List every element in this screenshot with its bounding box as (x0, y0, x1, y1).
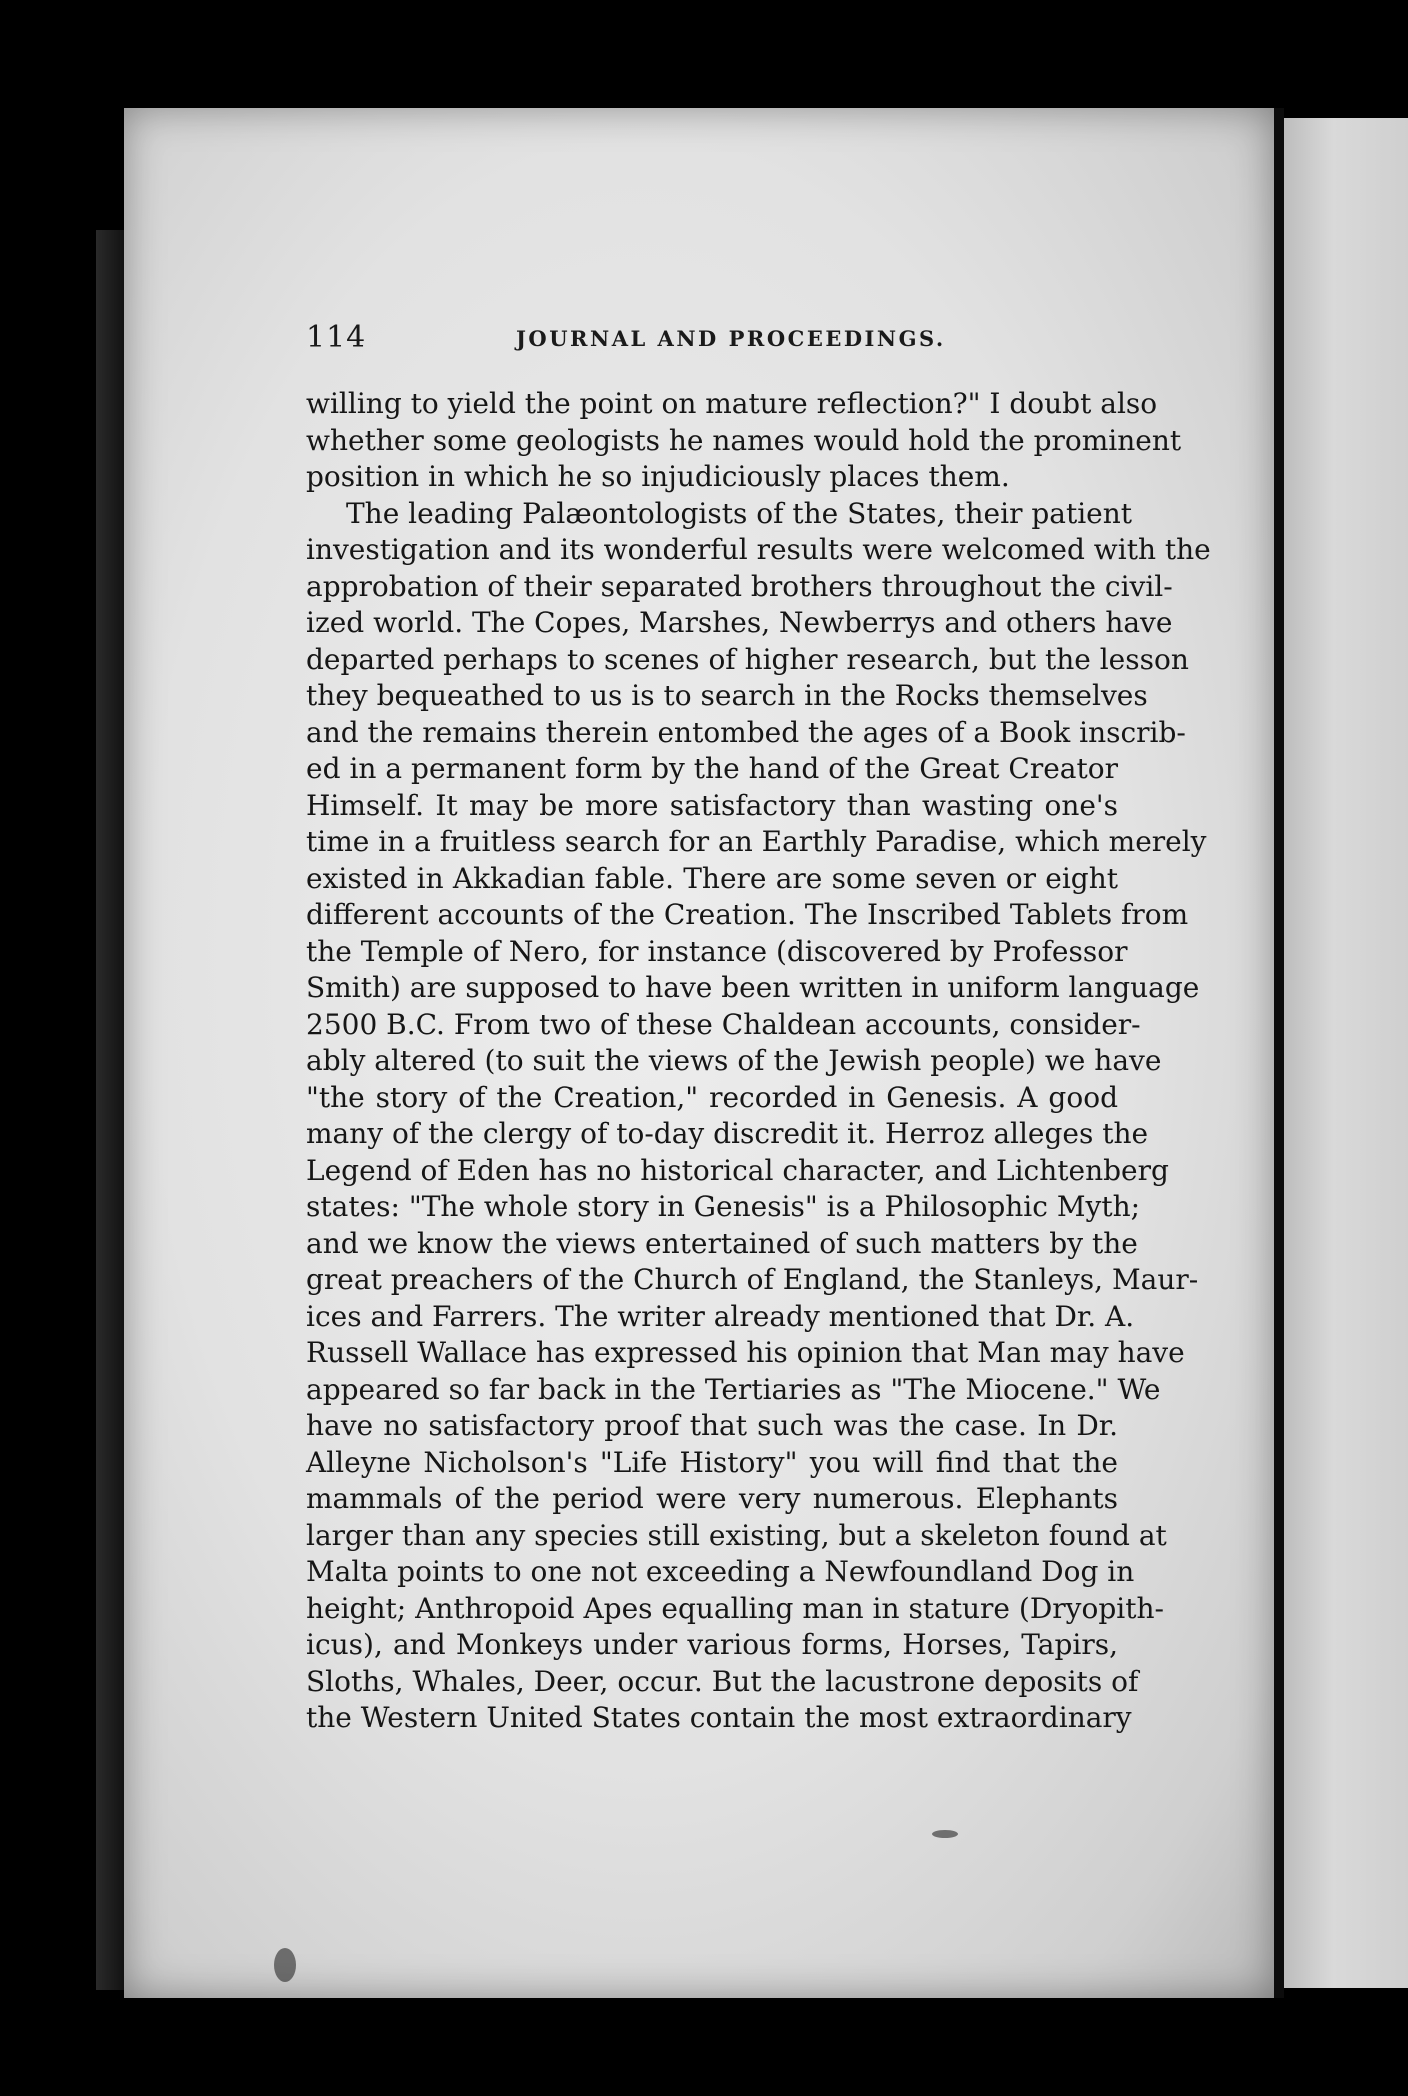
scan-left-edge (96, 230, 126, 1990)
running-head: JOURNAL AND PROCEEDINGS. (516, 326, 946, 351)
text-line: ably altered (to suit the views of the Jewish people) we have (306, 1044, 1162, 1077)
text-line: the Western United States contain the most extraordinary (306, 1701, 1132, 1734)
text-line: states: "The whole story in Genesis" is a Philosophic Myth; (306, 1190, 1141, 1223)
text-line: and we know the views entertained of such matters by the (306, 1226, 1138, 1260)
text-line: mammals of the period were very numerous. Elephants (306, 1482, 1118, 1515)
ink-mark (932, 1830, 958, 1838)
text-line: existed in Akkadian fable. There are some seven or eight (306, 861, 1118, 895)
text-line: Russell Wallace has expressed his opinion that Man may have (306, 1336, 1185, 1369)
text-line: height; Anthropoid Apes equalling man in stature (Dryopith- (306, 1591, 1164, 1625)
text-line: Alleyne Nicholson's "Life History" you will find that the (306, 1445, 1118, 1479)
text-line: larger than any species still existing, but a skeleton found at (306, 1518, 1167, 1552)
text-line: icus), and Monkeys under various forms, Horses, Tapirs, (306, 1628, 1118, 1661)
text-line: 2500 B.C. From two of these Chaldean accounts, consider- (306, 1007, 1141, 1041)
text-line: have no satisfactory proof that such was the case. In Dr. (306, 1409, 1118, 1442)
page-gutter (1274, 108, 1284, 1998)
text-line: Himself. It may be more satisfactory than wasting one's (306, 788, 1118, 822)
text-line: position in which he so injudiciously places them. (306, 460, 1010, 493)
ink-mark (274, 1948, 296, 1982)
text-line: many of the clergy of to-day discredit it. Herroz alleges the (306, 1117, 1149, 1150)
text-line: investigation and its wonderful results were welcomed with the (306, 533, 1211, 566)
text-line: Malta points to one not exceeding a Newfoundland Dog in (306, 1555, 1135, 1588)
text-line: departed perhaps to scenes of higher research, but the lesson (306, 642, 1189, 676)
text-line: ed in a permanent form by the hand of the Great Creator (306, 752, 1118, 785)
text-line: ices and Farrers. The writer already mentioned that Dr. A. (306, 1299, 1135, 1333)
text-line: and the remains therein entombed the ages of a Book inscrib- (306, 715, 1186, 749)
text-line: they bequeathed to us is to search in the Rocks themselves (306, 679, 1148, 712)
text-line: appeared so far back in the Tertiaries as "The Miocene." We (306, 1372, 1161, 1406)
text-line: willing to yield the point on mature reflection?" I doubt also (306, 387, 1158, 420)
text-line: approbation of their separated brothers throughout the civil- (306, 569, 1173, 603)
text-line: great preachers of the Church of England, the Stanleys, Maur- (306, 1263, 1199, 1296)
text-line: Sloths, Whales, Deer, occur. But the lacustrone deposits of (306, 1664, 1139, 1698)
text-line: time in a fruitless search for an Earthly Paradise, which merely (306, 825, 1207, 858)
text-line: whether some geologists he names would hold the prominent (306, 423, 1182, 457)
page-header (306, 320, 1136, 360)
body-text (306, 386, 1211, 1737)
text-line: Smith) are supposed to have been written in uniform language (306, 971, 1200, 1004)
text-line: different accounts of the Creation. The Inscribed Tablets from (306, 898, 1189, 931)
text-line: The leading Palæontologists of the States, their patient (346, 496, 1133, 530)
page-number: 114 (306, 320, 367, 355)
text-line: "the story of the Creation," recorded in Genesis. A good (306, 1080, 1118, 1114)
text-line: Legend of Eden has no historical character, and Lichtenberg (306, 1153, 1169, 1187)
text-line: ized world. The Copes, Marshes, Newberrys and others have (306, 606, 1173, 639)
text-line: the Temple of Nero, for instance (discovered by Professor (306, 934, 1128, 968)
adjacent-page-edge (1284, 118, 1408, 1988)
